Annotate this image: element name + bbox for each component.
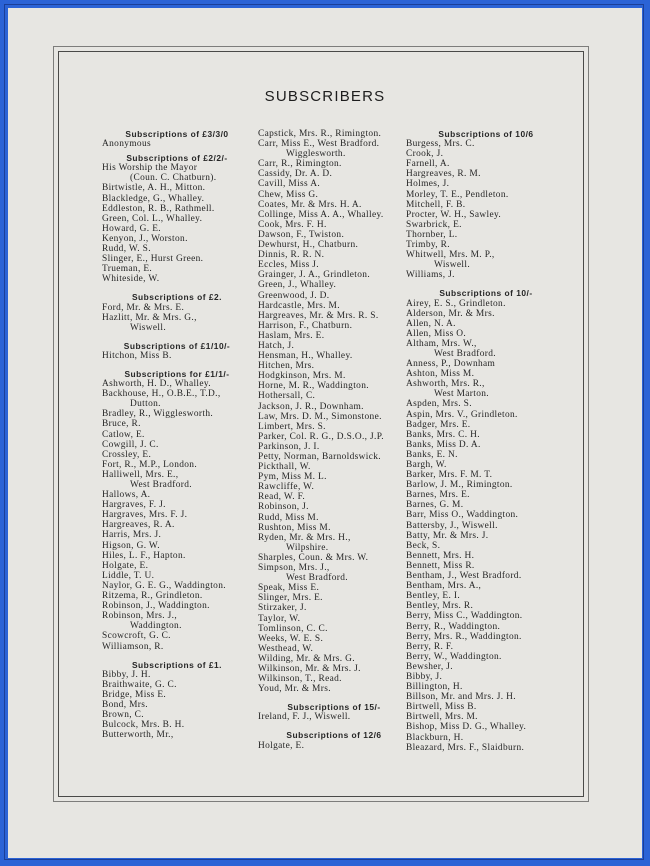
subscriber-entry: Aspden, Mrs. S. (406, 399, 472, 410)
subscriber-entry: Hargraves, F. J. (102, 500, 166, 511)
subscriber-entry: Bewsher, J. (406, 661, 453, 672)
subscriber-entry: Rushton, Miss M. (258, 522, 331, 533)
subscriber-entry: Bentham, Mrs. A., (406, 581, 482, 592)
subscriber-entry: Ashworth, H. D., Whalley. (102, 379, 211, 390)
subscriber-entry: Hargreaves, R. A. (102, 520, 175, 531)
subscriber-entry: Green, Col. L., Whalley. (102, 213, 203, 224)
subscriber-entry: Brown, C. (102, 710, 144, 721)
subscriber-entry: Barnes, Mrs. E. (406, 490, 470, 501)
subscriber-entry: Parker, Col. R. G., D.S.O., J.P. (258, 431, 384, 442)
subscriber-entry: Liddle, T. U. (102, 570, 155, 581)
subscriber-entry: Greenwood, J. D. (258, 290, 330, 301)
subscriber-entry: Williams, J. (406, 270, 455, 281)
subscriber-entry: Limbert, Mrs. S. (258, 421, 326, 432)
subscriber-entry: Hodgkinson, Mrs. M. (258, 371, 346, 382)
subscriber-entry: Bond, Mrs. (102, 699, 148, 710)
subscriber-entry: Ryden, Mr. & Mrs. H., (258, 532, 351, 543)
section-heading: Subscriptions of 10/- (439, 288, 533, 299)
subscriber-column-1 (102, 129, 252, 740)
subscriber-entry: Thornber, L. (406, 229, 458, 240)
subscriber-entry: Pym, Miss M. L. (258, 472, 327, 483)
subscriber-entry: Horne, M. R., Waddington. (258, 381, 369, 392)
subscriber-entry: Barnes, G. M. (406, 500, 464, 511)
subscriber-entry: Swarbrick, E. (406, 219, 462, 230)
subscriber-entry: Berry, R., Waddington. (406, 621, 501, 632)
subscriber-entry: Ritzema, R., Grindleton. (102, 591, 203, 602)
subscriber-entry: Braithwaite, G. C. (102, 679, 177, 690)
subscriber-entry: Simpson, Mrs. J., (258, 563, 330, 574)
subscriber-entry-continuation: Waddington. (130, 621, 182, 632)
subscriber-entry: Bentley, E. I. (406, 591, 461, 602)
subscriber-entry: Weeks, W. E. S. (258, 633, 324, 644)
subscriber-entry: Coates, Mr. & Mrs. H. A. (258, 199, 362, 210)
subscriber-entry: Whitwell, Mrs. M. P., (406, 250, 495, 261)
subscriber-entry: Blackburn, H. (406, 732, 464, 743)
subscriber-entry: Ford, Mr. & Mrs. E. (102, 302, 185, 313)
subscriber-entry: Allen, Miss O. (406, 328, 467, 339)
subscriber-entry: Cassidy, Dr. A. D. (258, 169, 333, 180)
subscriber-entry: Hiles, L. F., Hapton. (102, 550, 186, 561)
subscriber-entry: Hothersall, C. (258, 391, 316, 402)
section-spacer (102, 333, 252, 341)
subscriber-entry: Bulcock, Mrs. B. H. (102, 720, 185, 731)
subscriber-entry: Airey, E. S., Grindleton. (406, 298, 506, 309)
subscriber-entry: Kenyon, J., Worston. (102, 233, 188, 244)
subscriber-entry-continuation: West Bradford. (286, 573, 348, 584)
subscriber-entry: Rudd, Miss M. (258, 512, 319, 523)
subscriber-entry: Youd, Mr. & Mrs. (258, 684, 331, 695)
subscriber-entry: Carr, Miss E., West Bradford. (258, 139, 380, 150)
subscriber-entry: Banks, Mrs. C. H. (406, 429, 480, 440)
subscriber-entry: Sharples, Coun. & Mrs. W. (258, 552, 369, 563)
subscriber-entry: Anonymous (102, 139, 151, 150)
subscriber-entry: Crook, J. (406, 149, 444, 160)
subscriber-entry: Jackson, J. R., Downham. (258, 401, 364, 412)
subscriber-entry: Burgess, Mrs. C. (406, 139, 475, 150)
subscriber-entry: Hitchon, Miss B. (102, 350, 172, 361)
subscriber-column-2 (258, 129, 410, 751)
subscriber-entry: Dawson, F., Twiston. (258, 229, 345, 240)
subscriber-entry: Butterworth, Mr., (102, 730, 174, 741)
section-spacer (258, 694, 410, 702)
subscriber-entry-continuation: (Coun. C. Chatburn). (130, 173, 217, 184)
subscriber-entry-continuation: Wiswell. (130, 322, 167, 333)
subscriber-entry: Slinger, E., Hurst Green. (102, 254, 204, 265)
subscriber-entry: Hargreaves, Mr. & Mrs. R. S. (258, 310, 379, 321)
subscriber-entry: Procter, W. H., Sawley. (406, 209, 502, 220)
subscriber-entry: Banks, E. N. (406, 449, 458, 460)
subscriber-entry: Crossley, E. (102, 449, 152, 460)
section-heading: Subscriptions for £1/1/- (124, 368, 230, 379)
subscriber-entry: Bibby, J. (406, 671, 443, 682)
subscriber-entry: Holmes, J. (406, 179, 450, 190)
subscriber-entry: Harris, Mrs. J. (102, 530, 162, 541)
section-spacer (406, 280, 566, 288)
subscriber-entry: Collinge, Miss A. A., Whalley. (258, 209, 384, 220)
subscriber-entry: Grainger, J. A., Grindleton. (258, 270, 371, 281)
subscriber-entry: Berry, R. F. (406, 641, 454, 652)
subscriber-entry: Birtwell, Miss B. (406, 702, 477, 713)
subscriber-entry: Mitchell, F. B. (406, 199, 466, 210)
subscriber-entry: Battersby, J., Wiswell. (406, 520, 498, 531)
subscriber-entry: Hargreaves, R. M. (406, 169, 481, 180)
subscriber-entry: Banks, Miss D. A. (406, 439, 481, 450)
section-heading: Subscriptions of 10/6 (438, 129, 534, 139)
subscriber-entry: Naylor, G. E. G., Waddington. (102, 580, 226, 591)
section-spacer (102, 284, 252, 292)
subscriber-entry: Speak, Miss E. (258, 583, 320, 594)
subscriber-entry: His Worship the Mayor (102, 163, 198, 174)
subscriber-entry: Rudd, W. S. (102, 244, 151, 255)
subscriber-entry: Cowgill, J. C. (102, 439, 159, 450)
section-heading: Subscriptions of 15/- (287, 702, 381, 713)
subscriber-entry: Cook, Mrs. F. H. (258, 219, 327, 230)
subscriber-entry: Howard, G. E. (102, 223, 161, 234)
subscriber-entry: Hargraves, Mrs. F. J. (102, 510, 188, 521)
subscriber-entry: Robinson, Mrs. J., (102, 611, 178, 622)
subscriber-entry: Altham, Mrs. W., (406, 338, 477, 349)
subscriber-entry: Barker, Mrs. F. M. T. (406, 470, 493, 481)
subscriber-entry: Barr, Miss O., Waddington. (406, 510, 519, 521)
subscriber-entry: Bruce, R. (102, 419, 141, 430)
subscriber-entry: Pickthall, W. (258, 462, 311, 473)
section-heading: Subscriptions of 12/6 (286, 730, 382, 741)
subscriber-entry: Bleazard, Mrs. F., Slaidburn. (406, 742, 525, 753)
subscriber-entry: Hitchen, Mrs. (258, 361, 315, 372)
subscriber-entry: Law, Mrs. D. M., Simonstone. (258, 411, 382, 422)
subscriber-entry: Eccles, Miss J. (258, 260, 319, 271)
subscriber-entry: Bishop, Miss D. G., Whalley. (406, 722, 527, 733)
section-heading: Subscriptions of £1. (131, 659, 223, 670)
subscriber-entry: Holgate, E. (258, 740, 305, 751)
subscriber-entry: Petty, Norman, Barnoldswick. (258, 452, 381, 462)
subscriber-entry: Anness, P., Downham (406, 359, 496, 370)
subscriber-entry: Wilkinson, Mr. & Mrs. J. (258, 663, 361, 674)
page-title: SUBSCRIBERS (264, 88, 386, 105)
subscriber-entry: Hensman, H., Whalley. (258, 351, 353, 362)
subscriber-entry: Tomlinson, C. C. (258, 623, 328, 634)
subscriber-entry: Bentley, Mrs. R. (406, 601, 474, 612)
subscriber-entry: Trimby, R. (406, 240, 450, 251)
subscriber-entry: Whiteside, W. (102, 274, 160, 285)
section-heading: Subscriptions of £2/2/- (126, 153, 228, 164)
subscriber-entry: Holgate, E. (102, 560, 149, 571)
subscriber-entry: Bentham, J., West Bradford. (406, 571, 522, 582)
subscriber-entry: Bridge, Miss E. (102, 689, 167, 700)
subscriber-entry: Stirzaker, J. (258, 603, 307, 614)
subscriber-entry: Harrison, F., Chatburn. (258, 320, 353, 331)
section-heading: Subscriptions of £1/10/- (123, 340, 231, 351)
subscriber-entry: Cavill, Miss A. (258, 179, 321, 190)
section-spacer (102, 652, 252, 660)
subscriber-entry: Carr, R., Rimington. (258, 159, 342, 170)
subscriber-entry: Morley, T. E., Pendleton. (406, 189, 509, 200)
subscriber-entry-continuation: West Marton. (434, 389, 489, 400)
subscriber-entry: Hatch, J. (258, 340, 295, 351)
subscriber-entry: Fort, R., M.P., London. (102, 459, 198, 470)
subscriber-entry: Beck, S. (406, 540, 441, 551)
subscriber-entry: Wilding, Mr. & Mrs. G. (258, 653, 355, 664)
subscriber-entry: Robinson, J. (258, 502, 309, 513)
subscriber-entry: Aspin, Mrs. V., Grindleton. (406, 409, 518, 420)
subscriber-entry: Billington, H. (406, 682, 463, 693)
subscriber-entry: Read, W. F. (258, 492, 306, 503)
subscriber-entry: Rawcliffe, W. (258, 482, 315, 493)
subscriber-entry: Hardcastle, Mrs. M. (258, 300, 340, 311)
subscriber-entry: Chew, Miss G. (258, 189, 319, 200)
subscriber-entry: Green, J., Whalley. (258, 280, 337, 291)
subscriber-entry-continuation: Wilpshire. (286, 542, 329, 553)
subscriber-entry: Westhead, W. (258, 643, 314, 654)
subscriber-entry: Birtwell, Mrs. M. (406, 712, 478, 723)
subscriber-entry: Berry, Mrs. R., Waddington. (406, 631, 522, 642)
subscriber-entry-continuation: Dutton. (130, 399, 161, 410)
subscriber-entry: Williamson, R. (102, 641, 164, 652)
subscriber-entry: Eddleston, R. B., Rathmell. (102, 203, 215, 214)
subscriber-entry: Ashworth, Mrs. R., (406, 379, 485, 390)
subscriber-entry: Ashton, Miss M. (406, 369, 475, 380)
subscriber-entry: Higson, G. W. (102, 540, 160, 551)
subscriber-entry: Hallows, A. (102, 490, 151, 501)
subscriber-column-3 (406, 129, 566, 753)
subscriber-entry: Blackledge, G., Whalley. (102, 193, 205, 204)
subscriber-entry: Farnell, A. (406, 159, 450, 170)
section-spacer (258, 722, 410, 730)
subscriber-entry: Backhouse, H., O.B.E., T.D., (102, 389, 221, 400)
subscriber-entry: Birtwistle, A. H., Mitton. (102, 183, 206, 194)
subscriber-entry: Halliwell, Mrs. E., (102, 469, 179, 480)
subscriber-entry: Bennett, Mrs. H. (406, 550, 475, 561)
subscriber-entry: Alderson, Mr. & Mrs. (406, 308, 495, 319)
subscriber-entry: Ireland, F. J., Wiswell. (258, 712, 351, 723)
section-heading: Subscriptions of £3/3/0 (125, 129, 229, 139)
subscriber-entry: Scowcroft, G. C. (102, 631, 171, 642)
subscriber-entry: Billson, Mr. and Mrs. J. H. (406, 692, 516, 703)
subscriber-entry: Trueman, E. (102, 264, 153, 275)
subscriber-entry: Haslam, Mrs. E. (258, 330, 325, 341)
subscriber-entry: Bibby, J. H. (102, 669, 151, 680)
subscriber-entry-continuation: West Bradford. (130, 480, 192, 490)
subscriber-entry-continuation: Wiswell. (434, 260, 471, 271)
subscriber-entry: Allen, N. A. (406, 318, 456, 329)
subscriber-entry: Capstick, Mrs. R., Rimington. (258, 129, 382, 139)
subscriber-entry: Dewhurst, H., Chatburn. (258, 240, 359, 251)
subscriber-entry: Barlow, J. M., Rimington. (406, 480, 513, 491)
subscriber-entry: Robinson, J., Waddington. (102, 601, 210, 612)
subscriber-entry: Taylor, W. (258, 613, 301, 624)
subscriber-entry: Wilkinson, T., Read. (258, 674, 342, 685)
subscriber-entry: Bargh, W. (406, 460, 447, 470)
subscriber-entry-continuation: West Bradford. (434, 348, 496, 359)
subscriber-entry-continuation: Wigglesworth. (286, 149, 346, 160)
subscriber-entry: Parkinson, J. I. (258, 441, 320, 452)
subscriber-entry: Hazlitt, Mr. & Mrs. G., (102, 312, 197, 323)
subscriber-entry: Catlow, E. (102, 429, 145, 440)
subscriber-entry: Badger, Mrs. E. (406, 419, 471, 430)
subscriber-entry: Berry, Miss C., Waddington. (406, 611, 523, 622)
subscriber-entry: Bradley, R., Wigglesworth. (102, 409, 214, 420)
subscriber-entry: Bennett, Miss R. (406, 560, 475, 571)
section-heading: Subscriptions of £2. (131, 292, 223, 303)
subscriber-entry: Dinnis, R. R. N. (258, 250, 325, 261)
subscriber-entry: Batty, Mr. & Mrs. J. (406, 530, 489, 541)
section-spacer (102, 361, 252, 369)
subscriber-entry: Berry, W., Waddington. (406, 651, 502, 662)
subscriber-entry: Slinger, Mrs. E. (258, 593, 323, 604)
